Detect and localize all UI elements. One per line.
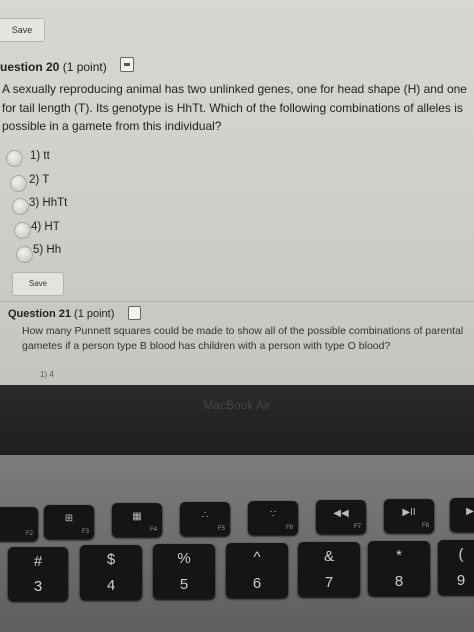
play-pause-icon: ▶II: [402, 507, 416, 518]
key-5[interactable]: [153, 544, 215, 599]
key-7-main: 7: [324, 574, 334, 591]
key-8[interactable]: [368, 541, 430, 596]
f8-label: F8: [421, 523, 429, 529]
option-4-radio[interactable]: [14, 222, 31, 239]
flag-question-21-icon[interactable]: [128, 306, 141, 320]
key-4[interactable]: [80, 545, 142, 600]
key-6-main: 6: [252, 575, 262, 592]
key-5-main: 5: [179, 576, 189, 593]
mission-control-icon: ⊞: [64, 513, 74, 524]
f6-key[interactable]: [248, 501, 298, 535]
launchpad-icon: ▦: [132, 511, 142, 522]
question-21-option-partial[interactable]: 1) 4: [40, 370, 54, 379]
key-9[interactable]: [438, 540, 474, 595]
key-8-main: 8: [394, 573, 404, 590]
option-1-label[interactable]: 1) tt: [30, 150, 50, 162]
key-3-main: 3: [33, 578, 43, 595]
key-8-shift: *: [396, 547, 402, 564]
key-4-main: 4: [106, 577, 116, 594]
f6-label: F6: [285, 525, 293, 531]
f3-label: F3: [81, 529, 89, 535]
option-2-radio[interactable]: [10, 175, 27, 192]
question-21-label: Question 21: [8, 308, 71, 320]
option-5-label[interactable]: 5) Hh: [33, 244, 62, 256]
key-7-shift: &: [323, 548, 334, 565]
question-21-text: How many Punnett squares could be made to show all of the possible combinations of parental gametes if a person type B blood has children with a person with type O blood?: [22, 325, 464, 352]
question-20-save-button[interactable]: Save: [12, 272, 64, 296]
key-7[interactable]: [298, 542, 360, 597]
question-21-points: (1 point): [74, 308, 115, 320]
keyboard-brightness-up-icon: ∵: [269, 509, 277, 520]
key-9-shift: (: [458, 546, 464, 563]
laptop-keyboard: [0, 455, 474, 632]
question-20-title: [0, 60, 107, 74]
key-3-shift: #: [33, 553, 43, 570]
f9-key[interactable]: [450, 498, 474, 532]
f4-label: F4: [149, 527, 157, 533]
laptop-bezel: [0, 385, 474, 455]
f2-key[interactable]: [0, 507, 38, 541]
option-3-label[interactable]: 3) HhTt: [29, 197, 68, 209]
f5-label: F5: [217, 526, 225, 532]
question-20-text: A sexually reproducing animal has two unlinked genes, one for head shape (H) and one for tail length (T). Its genotype is HhTt. Which of the following combinations of alleles is possible in a gamete from this individual?: [2, 82, 467, 133]
key-3[interactable]: [8, 547, 68, 601]
option-3-radio[interactable]: [12, 198, 29, 215]
f4-key[interactable]: [112, 503, 162, 537]
key-4-shift: $: [106, 551, 116, 568]
key-6[interactable]: [226, 543, 288, 598]
key-5-shift: %: [177, 550, 191, 567]
key-9-main: 9: [456, 572, 466, 589]
option-4-label[interactable]: 4) HT: [31, 221, 60, 233]
f8-key[interactable]: [384, 499, 434, 533]
question-20-label: uestion 20: [0, 60, 60, 74]
keyboard-brightness-down-icon: ∴: [201, 510, 209, 521]
key-6-shift: ^: [253, 549, 261, 566]
question-21-title: [8, 308, 114, 320]
option-1-radio[interactable]: [6, 150, 23, 167]
option-2-label[interactable]: 2) T: [29, 174, 50, 186]
f2-label: F2: [25, 531, 33, 537]
f3-key[interactable]: [44, 505, 94, 539]
question-divider: [0, 301, 474, 302]
f7-key[interactable]: [316, 500, 366, 534]
flag-question-icon[interactable]: [120, 57, 134, 72]
question-20-points: (1 point): [62, 60, 107, 74]
rewind-icon: ◀◀: [333, 508, 349, 519]
fast-forward-icon: ▶: [466, 506, 474, 517]
laptop-brand-label: MacBook Air: [203, 398, 271, 412]
f7-label: F7: [353, 524, 361, 530]
option-5-radio[interactable]: [16, 246, 33, 263]
top-save-button[interactable]: Save: [0, 18, 45, 42]
f5-key[interactable]: [180, 502, 230, 536]
